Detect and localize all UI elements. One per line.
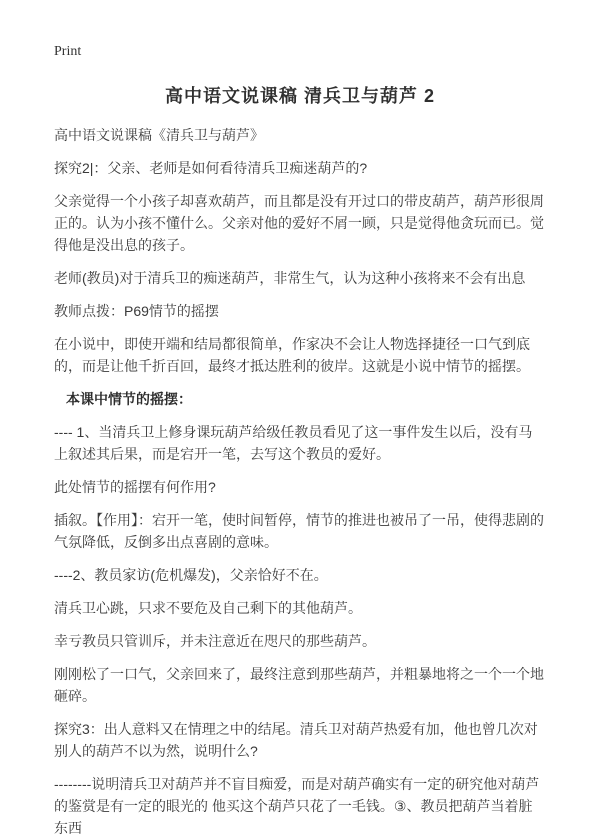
page-title: 高中语文说课稿 清兵卫与葫芦 2: [164, 86, 435, 106]
paragraph: 本课中情节的摇摆：: [66, 391, 192, 407]
paragraph: 在小说中，即使开端和结局都很简单，作家决不会让人物选择捷径一口气到底的，而是让他千折百回，最终才抵达胜利的彼岸。这就是小说中情节的摇摆。: [54, 336, 530, 374]
paragraph: 老师(教员)对于清兵卫的痴迷葫芦，非常生气，认为这种小孩将来不会有出息: [54, 270, 526, 286]
paragraph: --------说明清兵卫对葫芦并不盲目痴爱，而是对葫芦确实有一定的研究他对葫芦的鉴赏是有一定的眼光的 他买这个葫芦只花了一毛钱。③、教员把葫芦当着脏东西: [54, 776, 540, 836]
paragraph: 探究2|：父亲、老师是如何看待清兵卫痴迷葫芦的?: [54, 160, 368, 176]
paragraph: 刚刚松了一口气，父亲回来了，最终注意到那些葫芦，并粗暴地将之一个一个地砸碎。: [54, 666, 544, 704]
paragraph: 此处情节的摇摆有何作用?: [54, 479, 216, 495]
paragraph: 教师点拨：P69情节的摇摆: [54, 303, 219, 319]
paragraph: 父亲觉得一个小孩子却喜欢葫芦，而且都是没有开过口的带皮葫芦，葫芦形很周正的。认为小孩不懂什么。父亲对他的爱好不屑一顾，只是觉得他贪玩而已。觉得他是没出息的孩子。: [54, 193, 544, 253]
paragraph: 高中语文说课稿《清兵卫与葫芦》: [54, 127, 264, 143]
paragraph: 幸亏教员只管训斥，并未注意近在咫尺的那些葫芦。: [54, 633, 376, 649]
paragraph: 探究3：出人意料又在情理之中的结尾。清兵卫对葫芦热爱有加，他也曾几次对别人的葫芦不以为然，说明什么?: [54, 721, 538, 759]
paragraph: ---- 1、当清兵卫上修身课玩葫芦给级任教员看见了这一事件发生以后，没有马上叙述其后果，而是宕开一笔，去写这个教员的爱好。: [54, 424, 533, 462]
paragraph: 插叙。【作用】：宕开一笔，使时间暂停，情节的推进也被吊了一吊，使得悲剧的气氛降低，反倒多出点喜剧的意味。: [54, 512, 544, 550]
document-body: [54, 124, 546, 839]
print-link[interactable]: Print: [54, 44, 82, 59]
paragraph: ----2、教员家访(危机爆发)，父亲恰好不在。: [54, 567, 328, 583]
paragraph: 清兵卫心跳，只求不要危及自己剩下的其他葫芦。: [54, 600, 362, 616]
